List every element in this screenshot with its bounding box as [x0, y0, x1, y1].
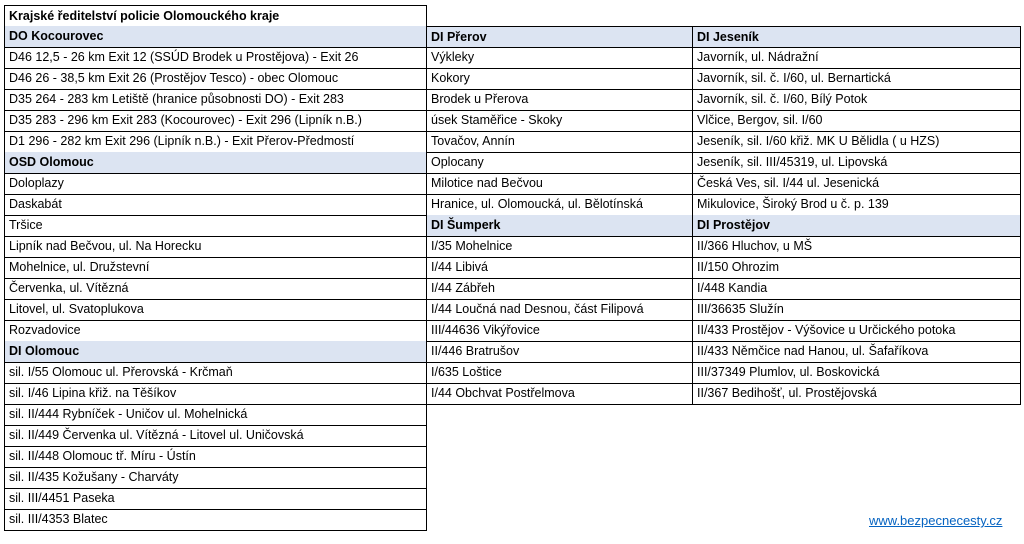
- checkpoint-location: Lipník nad Bečvou, ul. Na Horecku: [4, 236, 427, 258]
- checkpoint-location: II/367 Bedihošť, ul. Prostějovská: [693, 383, 1021, 405]
- checkpoint-location: Červenka, ul. Vítězná: [4, 278, 427, 300]
- section-header: DI Přerov: [427, 26, 693, 48]
- checkpoint-location: Česká Ves, sil. I/44 ul. Jesenická: [693, 173, 1021, 195]
- checkpoint-location: Mohelnice, ul. Družstevní: [4, 257, 427, 279]
- checkpoint-location: Hranice, ul. Olomoucká, ul. Bělotínská: [427, 194, 693, 216]
- checkpoint-location: II/150 Ohrozim: [693, 257, 1021, 279]
- checkpoint-location: Tovačov, Annín: [427, 131, 693, 153]
- checkpoint-location: III/36635 Služín: [693, 299, 1021, 321]
- checkpoint-location: II/433 Prostějov - Výšovice u Určického potoka: [693, 320, 1021, 342]
- checkpoint-location: Jeseník, sil. I/60 křiž. MK U Bělidla ( u HZS): [693, 131, 1021, 153]
- checkpoint-location: II/433 Němčice nad Hanou, ul. Šafaříkova: [693, 341, 1021, 363]
- checkpoint-location: I/44 Libivá: [427, 257, 693, 279]
- checkpoint-location: D46 12,5 - 26 km Exit 12 (SSÚD Brodek u Prostějova) - Exit 26: [4, 47, 427, 69]
- checkpoint-location: III/37349 Plumlov, ul. Boskovická: [693, 362, 1021, 384]
- section-header: DI Olomouc: [4, 341, 427, 363]
- table-title: Krajské ředitelství policie Olomouckého kraje: [4, 5, 427, 27]
- section-header: DI Jeseník: [693, 26, 1021, 48]
- checkpoint-location: III/44636 Vikýřovice: [427, 320, 693, 342]
- section-header: DO Kocourovec: [4, 26, 427, 48]
- checkpoint-location: Tršice: [4, 215, 427, 237]
- checkpoint-location: sil. II/448 Olomouc tř. Míru - Ústín: [4, 446, 427, 468]
- checkpoint-location: II/366 Hluchov, u MŠ: [693, 236, 1021, 258]
- section-header: DI Šumperk: [427, 215, 693, 237]
- checkpoint-location: Vlčice, Bergov, sil. I/60: [693, 110, 1021, 132]
- checkpoint-location: I/635 Loštice: [427, 362, 693, 384]
- checkpoint-location: I/44 Obchvat Postřelmova: [427, 383, 693, 405]
- checkpoint-location: sil. II/449 Červenka ul. Vítězná - Litovel ul. Uničovská: [4, 425, 427, 447]
- checkpoint-location: sil. II/435 Kožušany - Charváty: [4, 467, 427, 489]
- checkpoint-location: Rozvadovice: [4, 320, 427, 342]
- checkpoint-location: I/448 Kandia: [693, 278, 1021, 300]
- checkpoint-location: I/35 Mohelnice: [427, 236, 693, 258]
- checkpoint-location: Litovel, ul. Svatoplukova: [4, 299, 427, 321]
- checkpoint-location: Brodek u Přerova: [427, 89, 693, 111]
- section-header: OSD Olomouc: [4, 152, 427, 174]
- checkpoint-location: D35 283 - 296 km Exit 283 (Kocourovec) - Exit 296 (Lipník n.B.): [4, 110, 427, 132]
- checkpoint-location: Milotice nad Bečvou: [427, 173, 693, 195]
- checkpoint-location: Javorník, ul. Nádražní: [693, 47, 1021, 69]
- checkpoint-location: Mikulovice, Široký Brod u č. p. 139: [693, 194, 1021, 216]
- checkpoint-location: D46 26 - 38,5 km Exit 26 (Prostějov Tesco) - obec Olomouc: [4, 68, 427, 90]
- checkpoint-location: II/446 Bratrušov: [427, 341, 693, 363]
- checkpoint-location: Daskabát: [4, 194, 427, 216]
- checkpoint-location: D35 264 - 283 km Letiště (hranice působnosti DO) - Exit 283: [4, 89, 427, 111]
- checkpoint-location: úsek Staměřice - Skoky: [427, 110, 693, 132]
- checkpoint-location: I/44 Loučná nad Desnou, část Filipová: [427, 299, 693, 321]
- checkpoint-location: sil. III/4451 Paseka: [4, 488, 427, 510]
- checkpoint-location: sil. I/46 Lipina křiž. na Těšíkov: [4, 383, 427, 405]
- checkpoint-location: Doloplazy: [4, 173, 427, 195]
- checkpoint-location: I/44 Zábřeh: [427, 278, 693, 300]
- checkpoint-location: D1 296 - 282 km Exit 296 (Lipník n.B.) - Exit Přerov-Předmostí: [4, 131, 427, 153]
- section-header: DI Prostějov: [693, 215, 1021, 237]
- checkpoint-location: Kokory: [427, 68, 693, 90]
- checkpoint-location: Jeseník, sil. III/45319, ul. Lipovská: [693, 152, 1021, 174]
- checkpoint-location: sil. II/444 Rybníček - Uničov ul. Mohelnická: [4, 404, 427, 426]
- website-link[interactable]: www.bezpecnecesty.cz: [869, 513, 1003, 528]
- checkpoint-location: sil. III/4353 Blatec: [4, 509, 427, 531]
- checkpoint-location: Javorník, sil. č. I/60, Bílý Potok: [693, 89, 1021, 111]
- checkpoint-location: Výkleky: [427, 47, 693, 69]
- checkpoint-location: Oplocany: [427, 152, 693, 174]
- checkpoint-location: Javorník, sil. č. I/60, ul. Bernartická: [693, 68, 1021, 90]
- checkpoint-location: sil. I/55 Olomouc ul. Přerovská - Krčmaň: [4, 362, 427, 384]
